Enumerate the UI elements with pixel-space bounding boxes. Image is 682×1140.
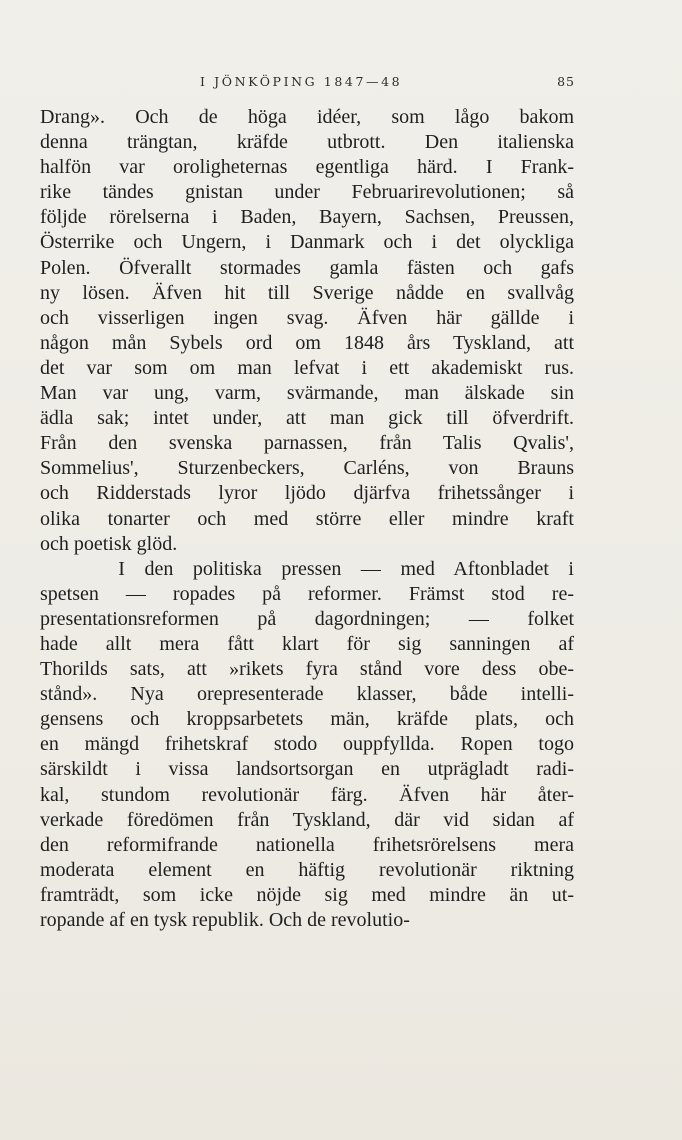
text-line: ny lösen. Äfven hit till Sverige nådde en svallvåg: [40, 281, 574, 304]
text-line: gensens och kroppsarbetets män, kräfde plats, och: [40, 708, 574, 731]
text-line: I den politiska pressen — med Aftonbladet i: [40, 557, 574, 580]
text-line: någon mån Sybels ord om 1848 års Tyskland, att: [40, 331, 574, 354]
text-line: olika tonarter och med större eller mindre kraft: [40, 507, 574, 530]
text-line: presentationsreformen på dagordningen; — folket: [40, 607, 574, 630]
running-header: [40, 74, 574, 94]
text-line: Sommelius', Sturzenbeckers, Carléns, von Brauns: [40, 457, 574, 480]
text-line: halfön var oroligheternas egentliga härd. I Frank-: [40, 156, 574, 179]
running-title: I JÖNKÖPING 1847—48: [200, 74, 403, 89]
text-line: ropande af en tysk republik. Och de revolutio-: [40, 909, 410, 931]
text-line: det var som om man lefvat i ett akademiskt rus.: [40, 356, 574, 379]
page-number: 85: [557, 74, 575, 89]
text-line: Från den svenska parnassen, från Talis Qvalis',: [40, 432, 574, 455]
text-line: Thorilds sats, att »rikets fyra stånd vore dess obe-: [40, 658, 574, 681]
text-line: moderata element en häftig revolutionär riktning: [40, 858, 574, 881]
text-line: den reformifrande nationella frihetsrörelsens mera: [40, 833, 574, 856]
text-line: en mängd frihetskraf stodo ouppfyllda. Ropen togo: [40, 733, 574, 756]
text-line: följde rörelserna i Baden, Bayern, Sachsen, Preussen,: [40, 206, 574, 229]
text-line: kal, stundom revolutionär färg. Äfven här åter-: [40, 783, 574, 806]
text-line: och Ridderstads lyror ljödo djärfva frihetssånger i: [40, 482, 574, 505]
text-line: hade allt mera fått klart för sig sanningen af: [40, 632, 574, 655]
text-line: och poetisk glöd.: [40, 532, 178, 555]
text-line: ädla sak; intet under, att man gick till öfverdrift.: [40, 407, 574, 430]
text-line: och visserligen ingen svag. Äfven här gällde i: [40, 306, 574, 329]
text-line: stånd». Nya orepresenterade klasser, både intelli-: [40, 683, 574, 706]
text-line: spetsen — ropades på reformer. Främst stod re-: [40, 582, 574, 605]
text-line: verkade föredömen från Tyskland, där vid sidan af: [40, 808, 574, 831]
text-line: särskildt i vissa landsortsorgan en utprägladt radi-: [40, 758, 574, 781]
body-text: [40, 105, 574, 933]
text-line: rike tändes gnistan under Februarirevolutionen; så: [40, 181, 574, 204]
text-line: Drang». Och de höga idéer, som lågo bakom: [40, 106, 574, 128]
text-line: framträdt, som icke nöjde sig med mindre än ut-: [40, 883, 574, 906]
text-line: Polen. Öfverallt stormades gamla fästen och gafs: [40, 256, 574, 279]
text-line: Österrike och Ungern, i Danmark och i det olyckliga: [40, 231, 574, 254]
text-line: Man var ung, varm, svärmande, man älskade sin: [40, 382, 574, 405]
text-line: denna trängtan, kräfde utbrott. Den italienska: [40, 131, 574, 154]
